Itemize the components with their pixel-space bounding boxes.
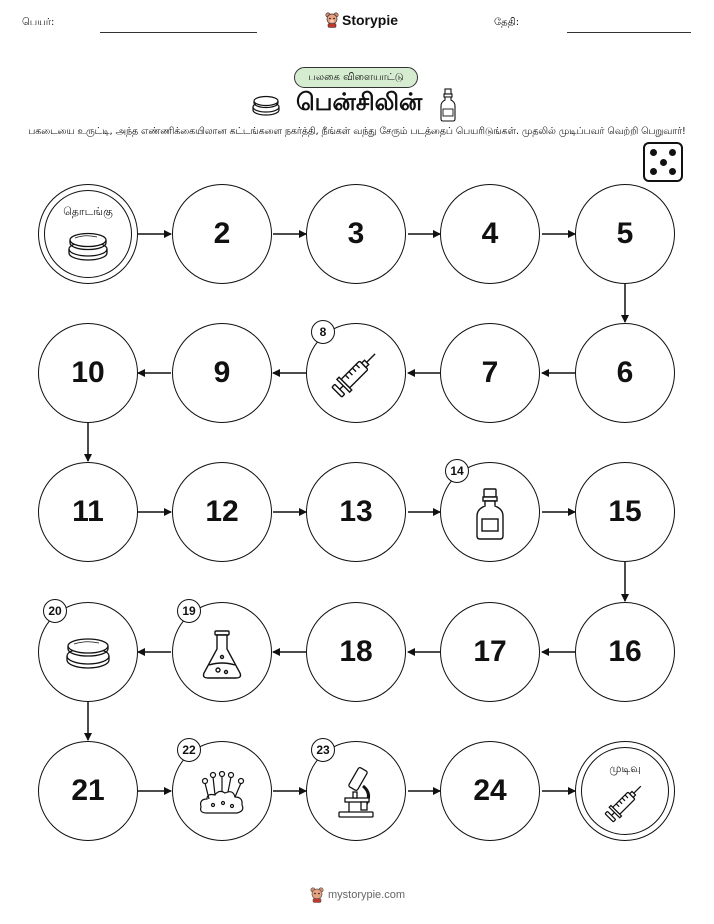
- bottle-icon: [473, 487, 507, 541]
- space-number-badge: 23: [311, 738, 335, 762]
- space-number-badge: 19: [177, 599, 201, 623]
- space-number-badge: 20: [43, 599, 67, 623]
- board-space[interactable]: [575, 184, 675, 284]
- microscope-icon: [333, 766, 379, 820]
- space-number: 15: [608, 495, 642, 528]
- start-label: தொடங்கு: [63, 205, 113, 218]
- picture-space[interactable]: [172, 602, 272, 702]
- board-space[interactable]: [575, 602, 675, 702]
- space-number: 17: [473, 635, 507, 668]
- space-number: 24: [473, 774, 507, 807]
- board-space[interactable]: [440, 741, 540, 841]
- board-space[interactable]: [306, 184, 406, 284]
- page-title: பென்சிலின்: [296, 88, 423, 116]
- space-number: 3: [347, 217, 365, 250]
- space-number: 13: [339, 495, 373, 528]
- date-label: தேதி:: [494, 17, 520, 28]
- game-type-label: பலகை விளையாட்டு: [308, 71, 404, 83]
- picture-space[interactable]: [306, 323, 406, 423]
- board-space[interactable]: [306, 602, 406, 702]
- board-space[interactable]: [575, 323, 675, 423]
- syringe-icon: [327, 344, 385, 402]
- board-space[interactable]: [38, 462, 138, 562]
- brand-name: Storypie: [342, 12, 399, 28]
- space-number: 16: [608, 635, 642, 668]
- mold-icon: [195, 771, 249, 817]
- flask-icon: [200, 629, 244, 681]
- space-number-badge: 14: [445, 459, 469, 483]
- picture-space[interactable]: [38, 602, 138, 702]
- board-space[interactable]: [38, 741, 138, 841]
- board-space[interactable]: [172, 323, 272, 423]
- space-number: 2: [213, 217, 231, 250]
- footer-url[interactable]: mystorypie.com: [328, 889, 406, 901]
- space-number: 7: [481, 356, 499, 389]
- space-number: 12: [205, 495, 239, 528]
- board-space[interactable]: [575, 462, 675, 562]
- syringe-icon: [601, 778, 649, 826]
- board-space[interactable]: [172, 184, 272, 284]
- board-space[interactable]: [440, 323, 540, 423]
- picture-space[interactable]: [172, 741, 272, 841]
- finish-space[interactable]: [575, 741, 675, 841]
- space-number: 5: [616, 217, 634, 250]
- space-number: 4: [481, 217, 499, 250]
- finish-label: முடிவு: [609, 762, 641, 775]
- board-space[interactable]: [172, 462, 272, 562]
- space-number-badge: 22: [177, 738, 201, 762]
- space-number: 21: [71, 774, 105, 807]
- board-space[interactable]: [440, 602, 540, 702]
- footer: [310, 887, 405, 903]
- name-label: பெயர்:: [22, 17, 55, 28]
- instructions: பகடையை உருட்டி, அந்த எண்ணிக்கையிலான கட்டங்களை நகர்த்தி, நீங்கள் வந்து சேரும் படத்தைப் பெயரிடுங்கள். முதலில் முடிப்பவர் வெற்றி பெறுவார்!: [28, 126, 686, 137]
- picture-space[interactable]: [306, 741, 406, 841]
- start-space[interactable]: [38, 184, 138, 284]
- board-space[interactable]: [306, 462, 406, 562]
- space-number: 11: [72, 495, 104, 528]
- space-number: 9: [213, 356, 231, 389]
- bear-icon: [310, 887, 324, 903]
- space-number: 10: [71, 356, 105, 389]
- space-number: 18: [339, 635, 373, 668]
- petri-dish-icon: [63, 634, 113, 670]
- board-space[interactable]: [440, 184, 540, 284]
- picture-space[interactable]: [440, 462, 540, 562]
- space-number: 6: [616, 356, 634, 389]
- space-number-badge: 8: [311, 320, 335, 344]
- petri-dish-icon: [65, 228, 111, 262]
- board-space[interactable]: [38, 323, 138, 423]
